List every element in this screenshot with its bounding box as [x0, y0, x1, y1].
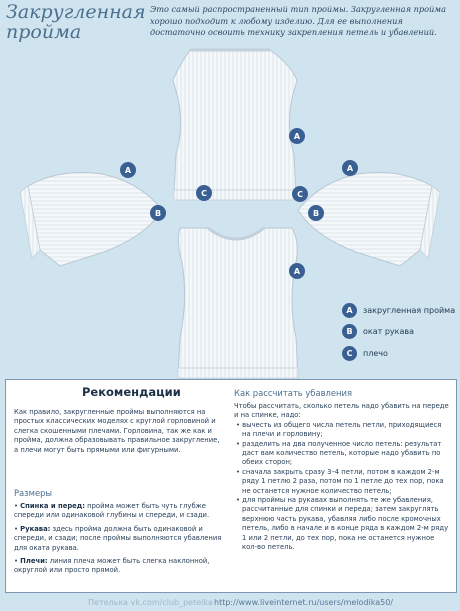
calc-step-text: для проймы на рукавах выполнять те же убавления, рассчитанные для спинки и переда; затем закруглять верхнюю часть рукава, убавляя либо после кромочных петель, либо в начале и в конце ряда в каждом 2-м ряду 1 или 2 петли, до тех пор, пока не останется нужное кол-во петель.	[242, 496, 449, 552]
svg-text:A: A	[293, 267, 301, 276]
calc-step-text: вычесть из общего числа петель петли, приходящиеся на плечи и горловину;	[242, 420, 442, 439]
sizes-heading: Размеры	[14, 488, 53, 498]
front-piece	[178, 228, 298, 378]
size-term: Спинка и перед:	[20, 502, 85, 510]
svg-text:A: A	[346, 164, 354, 173]
size-text: линия плеча может быть слегка наклонной, округлой или просто прямой.	[14, 557, 210, 575]
legend-label-shoulder: плечо	[363, 348, 388, 358]
badge-shoulder-left	[196, 185, 212, 201]
svg-text:C: C	[201, 189, 207, 198]
size-item-sleeves: • Рукава: здесь пройма должна быть одинаковой и спереди, и сзади; после проймы выполняются убавления для оката рукава.	[14, 524, 222, 552]
legend-label-armhole: закругленная пройма	[363, 305, 456, 315]
badge-left-sleeve-a	[120, 162, 136, 178]
badge-front-armhole	[289, 263, 305, 279]
legend-item-armhole	[342, 302, 460, 318]
calc-step: • вычесть из общего числа петель петли, приходящиеся на плечи и горловину;	[236, 420, 442, 439]
badge-left-sleeve-b	[150, 205, 166, 221]
svg-text:A: A	[124, 166, 132, 175]
calc-step: • для проймы на рукавах выполнять те же убавления, рассчитанные для спинки и переда; затем закруглять верхнюю часть рукава, убавляя либо после кромочных петель, либо в начале и в конце ряда в каждом 2-м ряду 1 или 2 петли, до тех пор, пока не останется нужное кол-во петель.	[236, 496, 449, 552]
intro-text: Это самый распространенный тип проймы. Закругленная пройма хорошо подходит к любому изделию. Для ее выполнения достаточно освоить технику закрепления петель и убавлений.	[150, 4, 446, 37]
legend-badge-c: C	[342, 346, 357, 361]
legend-badge-b: B	[342, 324, 357, 339]
calc-step: • разделить на два полученное число петель: результат даст вам количество петель, которые надо убавить по обеих сторон;	[236, 439, 442, 467]
calc-heading: Как рассчитать убавления	[234, 388, 352, 398]
size-item-shoulders: • Плечи: линия плеча может быть слегка наклонной, округлой или просто прямой.	[14, 557, 210, 575]
left-sleeve	[28, 173, 162, 267]
size-term: Рукава:	[20, 524, 51, 533]
legend-badge-a: A	[342, 303, 357, 318]
source-url[interactable]: http://www.liveinternet.ru/users/melodika50/	[214, 598, 393, 607]
footer	[0, 597, 460, 611]
svg-text:B: B	[154, 209, 162, 218]
calc-section	[234, 402, 449, 553]
watermark: Петелька vk.com/club_petelka	[88, 598, 213, 607]
recommendations-box	[5, 379, 457, 593]
recommendations-intro	[14, 408, 224, 459]
legend-label-sleeve-cap: окат рукава	[363, 326, 414, 336]
calc-step: • сначала закрыть сразу 3–4 петли, потом в каждом 2-м ряду 1 петлю 2 раза, потом по 1 петле до тех пор, пока не останется нужное количество петель;	[236, 467, 444, 495]
badge-back-armhole	[289, 128, 305, 144]
badge-right-sleeve-b	[308, 205, 324, 221]
badge-shoulder-right	[292, 186, 308, 202]
legend-item-sleeve-cap	[342, 323, 460, 339]
size-text: здесь пройма должна быть одинаковой и спереди, и сзади; после проймы выполняются убавления для оката рукава.	[14, 524, 222, 552]
size-text: пройма может быть чуть глубже спереди или одинаковой глубины и спереди, и сзади.	[14, 502, 210, 520]
svg-text:A: A	[293, 132, 301, 141]
back-ribbing	[174, 190, 296, 200]
svg-text:B: B	[312, 209, 320, 218]
legend-item-shoulder	[342, 345, 460, 361]
badge-right-sleeve-a	[342, 160, 358, 176]
svg-text:C: C	[297, 190, 303, 199]
size-item-back-front: • Спинка и перед: пройма может быть чуть глубже спереди или одинаковой глубины и спереди, и сзади.	[14, 502, 210, 520]
back-piece	[173, 50, 297, 196]
sizes-list	[14, 502, 224, 580]
recommendations-intro-text: Как правило, закругленные проймы выполняются на простых классических моделях с круглой горловиной и слегка скошенными плечами. Горловина, так же как и пройма, должна образовывать правильное закругление, а плечи могут быть прямыми или фигурными.	[14, 408, 220, 454]
title-line-1: Закругленная	[6, 1, 146, 23]
title-line-2: пройма	[6, 21, 82, 43]
calc-step-text: разделить на два полученное число петель: результат даст вам количество петель, которые надо убавить по обеих сторон;	[242, 439, 442, 467]
size-term: Плечи:	[20, 557, 48, 566]
calc-step-text: сначала закрыть сразу 3–4 петли, потом в каждом 2-м ряду 1 петлю 2 раза, потом по 1 петле до тех пор, пока не останется нужное количество петель;	[242, 467, 444, 495]
recommendations-title: Рекомендации	[82, 385, 181, 399]
front-ribbing	[178, 368, 298, 378]
calc-intro: Чтобы рассчитать, сколько петель надо убавить на переде и на спинке, надо:	[234, 402, 449, 420]
